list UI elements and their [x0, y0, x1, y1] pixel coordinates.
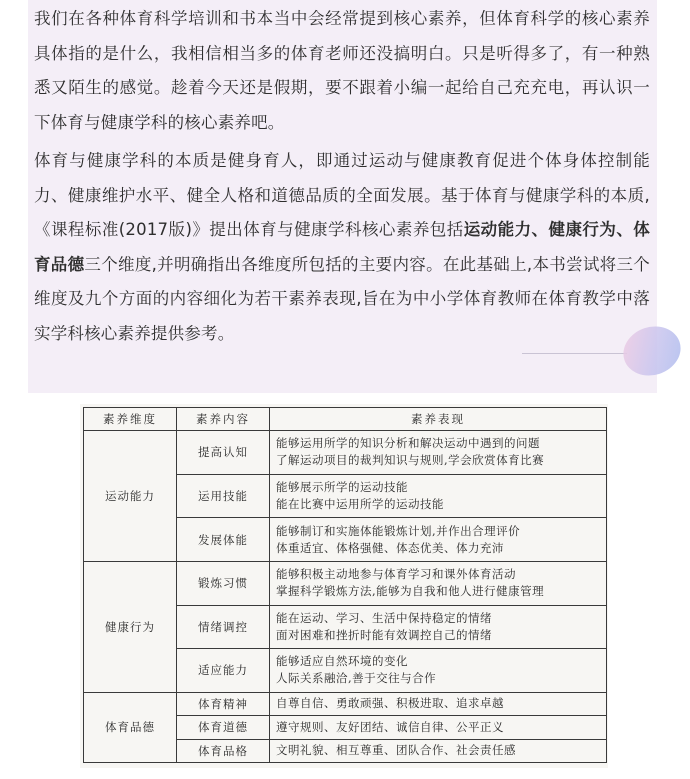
- table-row: [84, 692, 607, 715]
- performance-cell: [270, 716, 607, 739]
- performance-cell: [270, 649, 607, 693]
- performance-line: 体重适宜、体格强健、体态优美、体力充沛: [276, 540, 504, 555]
- performance-cell: [270, 739, 607, 762]
- table-row: [84, 561, 607, 605]
- performance-cell: [270, 431, 607, 475]
- decorative-line: [522, 353, 627, 354]
- performance-line: 了解运动项目的裁判知识与规则,学会欣赏体育比赛: [276, 453, 545, 468]
- performance-line: 能在运动、学习、生活中保持稳定的情绪: [276, 610, 492, 625]
- content-cell: 情绪调控: [177, 605, 270, 649]
- content-cell: 体育品格: [177, 739, 270, 762]
- performance-line: 能在比赛中运用所学的运动技能: [276, 496, 444, 511]
- performance-line: 能够运用所学的知识分析和解决运动中遇到的问题: [276, 436, 540, 451]
- performance-cell: [270, 561, 607, 605]
- header-performance: 素养表现: [270, 408, 607, 431]
- header-content: 素养内容: [177, 408, 270, 431]
- core-dimensions-highlight: 运动能力、健康行为、体育品德: [34, 220, 650, 274]
- content-cell: 运用技能: [177, 474, 270, 518]
- performance-line: 自尊自信、勇敢顽强、积极进取、追求卓越: [276, 696, 504, 711]
- performance-cell: [270, 474, 607, 518]
- content-cell: 体育道德: [177, 716, 270, 739]
- content-cell: 适应能力: [177, 649, 270, 693]
- performance-cell: [270, 605, 607, 649]
- intro-paragraph-1: 我们在各种体育科学培训和书本当中会经常提到核心素养，但体育科学的核心素养具体指的是什么，我相信相当多的体育老师还没搞明白。只是听得多了，有一种熟悉又陌生的感觉。趁着今天还是假期，要不跟着小编一起给自己充充电，再认识一下体育与健康学科的核心素养吧。: [34, 9, 650, 132]
- performance-cell: [270, 692, 607, 715]
- table-header-row: [84, 408, 607, 431]
- header-dimension: 素养维度: [84, 408, 177, 431]
- content-cell: 发展体能: [177, 518, 270, 562]
- performance-line: 能够展示所学的运动技能: [276, 479, 408, 494]
- content-cell: 锻炼习惯: [177, 561, 270, 605]
- performance-line: 掌握科学锻炼方法,能够为自我和他人进行健康管理: [276, 584, 545, 599]
- core-literacy-table: [83, 407, 607, 763]
- intro-paragraph-2: [34, 144, 650, 351]
- performance-line: 面对困难和挫折时能有效调控自己的情绪: [276, 627, 492, 642]
- content-cell: 体育精神: [177, 692, 270, 715]
- dimension-cell: 运动能力: [84, 431, 177, 562]
- paragraph-2-text-before: 体育与健康学科的本质是健身育人，即通过运动与健康教育促进个体身体控制能力、健康维护水平、健全人格和道德品质的全面发展。基于体育与健康学科的本质,《课程标准(2017版)》提出体育与健康学科核心素养包括: [34, 151, 650, 239]
- dimension-cell: 健康行为: [84, 561, 177, 692]
- dimension-cell: 体育品德: [84, 692, 177, 762]
- performance-line: 能够适应自然环境的变化: [276, 654, 408, 669]
- performance-line: 遵守规则、友好团结、诚信自律、公平正义: [276, 719, 504, 734]
- performance-line: 人际关系融洽,善于交往与合作: [276, 671, 437, 686]
- performance-line: 文明礼貌、相互尊重、团队合作、社会责任感: [276, 743, 516, 758]
- performance-line: 能够制订和实施体能锻炼计划,并作出合理评价: [276, 523, 521, 538]
- performance-line: 能够积极主动地参与体育学习和课外体育活动: [276, 567, 516, 582]
- performance-cell: [270, 518, 607, 562]
- content-cell: 提高认知: [177, 431, 270, 475]
- paragraph-2-text-after: 三个维度,并明确指出各维度所包括的主要内容。在此基础上,本书尝试将三个维度及九个方面的内容细化为若干素养表现,旨在为中小学体育教师在体育教学中落实学科核心素养提供参考。: [34, 254, 650, 343]
- table-row: [84, 431, 607, 475]
- core-literacy-table-image: [80, 404, 608, 768]
